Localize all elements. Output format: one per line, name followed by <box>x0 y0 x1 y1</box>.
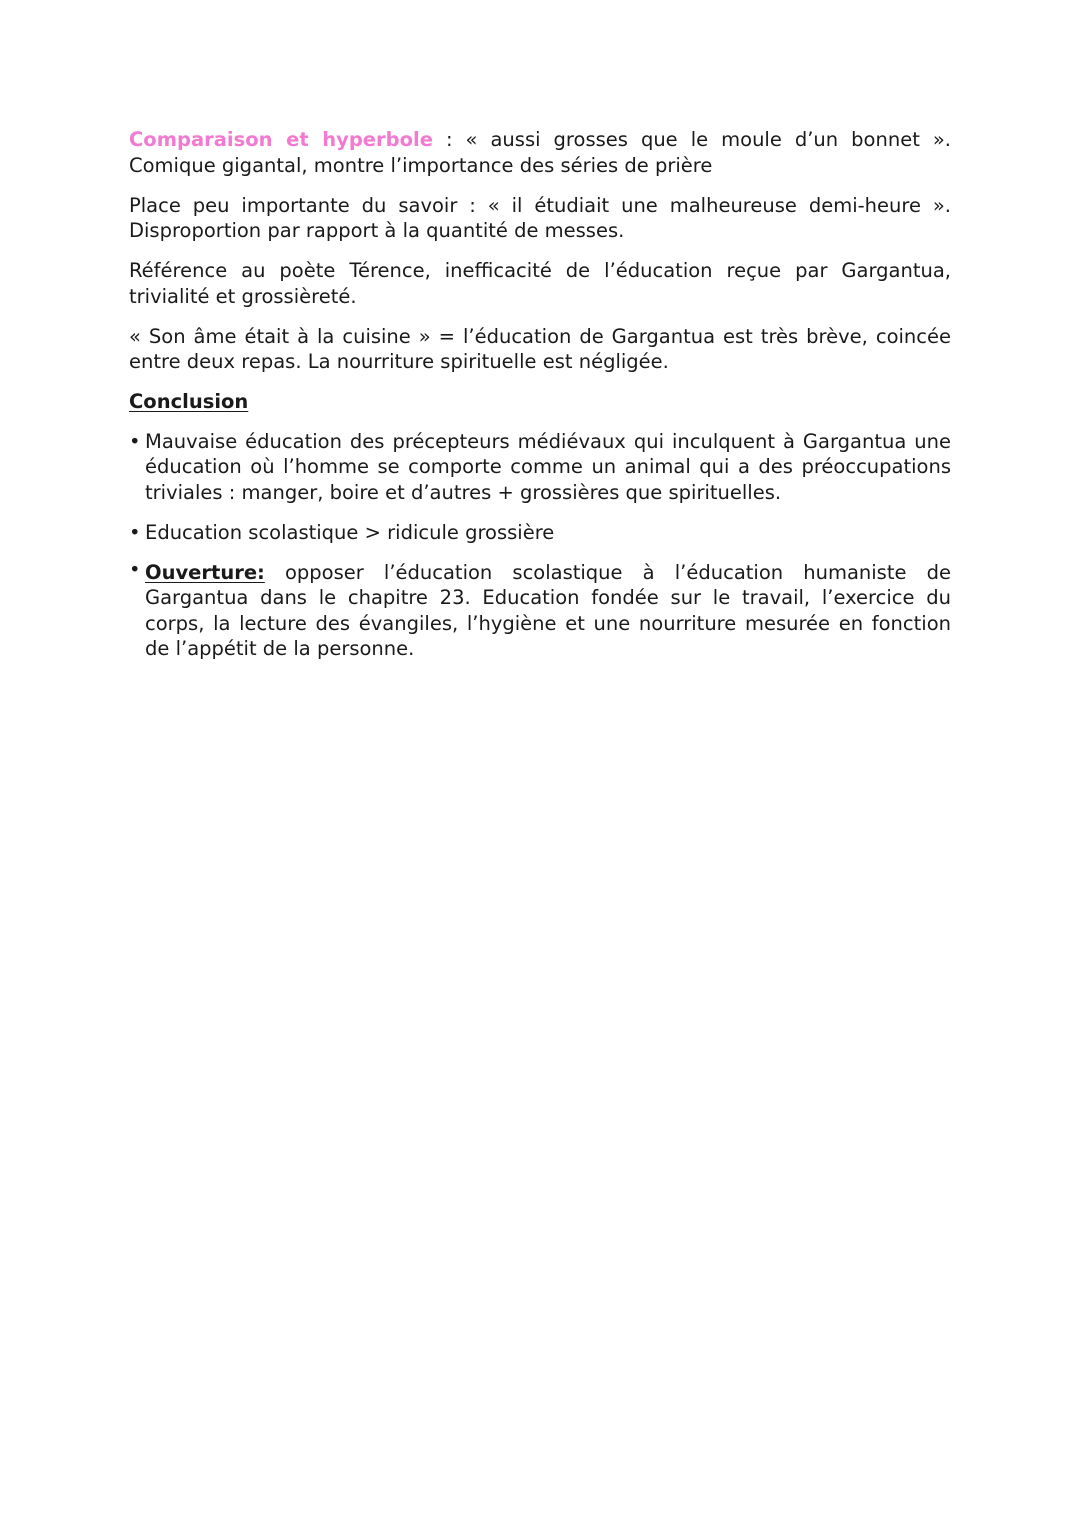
paragraph-text: « Son âme était à la cuisine » = l’éducation de Gargantua est très brève, coincée entre deux repas. La nourriture spirituelle est négligée. <box>129 324 951 373</box>
list-item-text: Education scolastique > ridicule grossière <box>145 520 555 544</box>
list-item <box>129 429 951 506</box>
paragraph-terence <box>129 258 951 309</box>
conclusion-bullet-list <box>129 429 951 662</box>
section-heading-conclusion: Conclusion <box>129 390 249 413</box>
paragraph-cuisine <box>129 324 951 375</box>
bullet-icon: • <box>129 429 141 453</box>
paragraph-text: Référence au poète Térence, inefficacité de l’éducation reçue par Gargantua, trivialité et grossièreté. <box>129 259 951 308</box>
list-item <box>129 520 951 546</box>
document-page <box>129 127 951 676</box>
accent-term: Comparaison et hyperbole <box>129 128 433 151</box>
paragraph-text: : « aussi grosses que le moule d’un bonnet ». Comique gigantal, montre l’importance des séries de prière <box>129 128 951 177</box>
paragraph-comparaison <box>129 127 951 178</box>
bullet-icon: • <box>129 557 141 581</box>
list-item-text: opposer l’éducation scolastique à l’éducation humaniste de Gargantua dans le chapitre 23. Education fondée sur le travail, l’exercice du corps, la lecture des évangiles, l’hygiène et une nourriture mesurée en fonction de l’appétit de la personne. <box>145 560 951 660</box>
paragraph-text: Place peu importante du savoir : « il étudiait une malheureuse demi-heure ». Disproportion par rapport à la quantité de messes. <box>129 193 951 242</box>
list-item <box>129 557 951 662</box>
ouverture-label: Ouverture: <box>145 560 265 584</box>
bullet-icon: • <box>129 520 141 544</box>
paragraph-savoir <box>129 193 951 244</box>
list-item-text: Mauvaise éducation des précepteurs médiévaux qui inculquent à Gargantua une éducation où l’homme se comporte comme un animal qui a des préoccupations triviales : manger, boire et d’autres + grossières que spirituelles. <box>145 429 951 504</box>
